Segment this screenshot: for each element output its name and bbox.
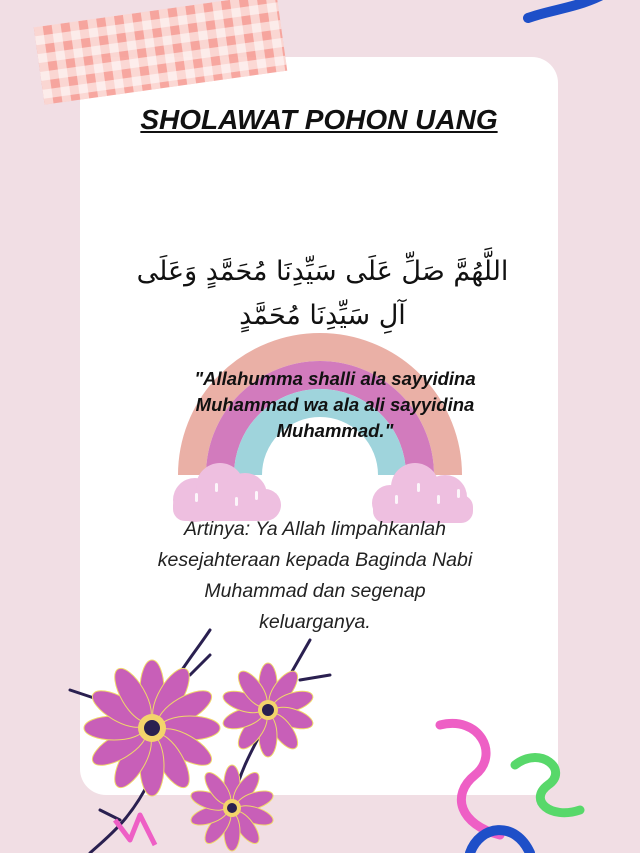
squiggle-decoration [420,715,640,853]
meaning-text: Artinya: Ya Allah limpahkanlah kesejahteraan kepada Baginda Nabi Muhammad dan segenap keluarganya. [157,518,473,633]
blue-squiggle-top-icon [520,0,640,30]
latin-transliteration-text: "Allahumma shalli ala sayyidina Muhammad wa ala ali sayyidina Muhammad." [194,368,476,441]
arabic-prayer-text: اللَّهُمَّ صَلِّ عَلَى سَيِّدِنَا مُحَمَّدٍ وَعَلَى آلِ سَيِّدِنَا مُحَمَّدٍ [136,256,509,331]
page-title: SHOLAWAT POHON UANG [140,104,498,135]
flower-illustration [60,620,340,853]
